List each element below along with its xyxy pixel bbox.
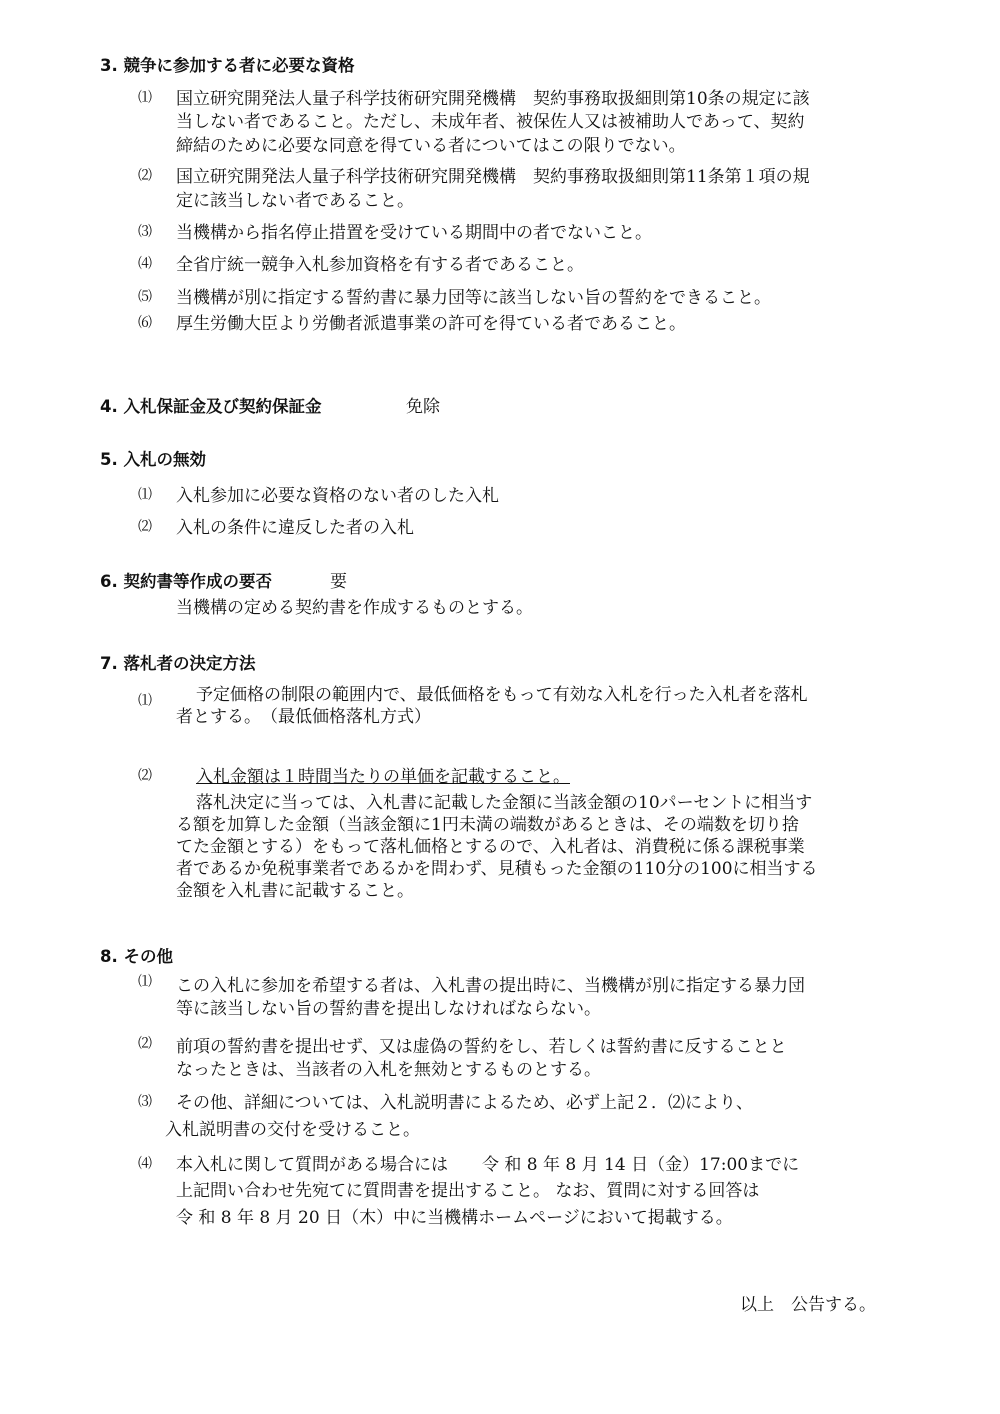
list-item-line: 者とする。 （最低価格落札方式） xyxy=(176,707,431,727)
item-number: ⑷ xyxy=(138,1156,152,1172)
list-item-line: 入札の条件に違反した者の入札 xyxy=(176,518,414,538)
item-number: ⑵ xyxy=(138,1036,152,1052)
section-7-heading: 7. 落札者の決定方法 xyxy=(100,654,256,673)
list-item-line: 厚生労働大臣より労働者派遣事業の許可を得ている者であること。 xyxy=(176,314,686,334)
item-number: ⑴ xyxy=(138,974,152,990)
list-item-line: この入札に参加を希望する者は、入札書の提出時に、当機構が別に指定する暴力団 xyxy=(176,976,805,996)
list-item-line: 当しない者であること。ただし、未成年者、被保佐人又は被補助人であって、契約 xyxy=(176,112,805,132)
section-3-heading: 3. 競争に参加する者に必要な資格 xyxy=(100,56,355,75)
list-item-line: 当機構が別に指定する誓約書に暴力団等に該当しない旨の誓約をできること。 xyxy=(176,288,771,308)
list-item-line: 等に該当しない旨の誓約書を提出しなければならない。 xyxy=(176,999,601,1019)
list-item-line: 前項の誓約書を提出せず、又は虚偽の誓約をし、若しくは誓約書に反することと xyxy=(176,1037,787,1057)
item-number: ⑵ xyxy=(138,768,152,784)
list-item-line: 上記問い合わせ先宛てに質問書を提出すること。 なお、質問に対する回答は xyxy=(176,1181,760,1201)
list-item-line: 全省庁統一競争入札参加資格を有する者であること。 xyxy=(176,255,584,275)
closing-text: 以上 公告する。 xyxy=(740,1295,876,1315)
list-item-line: てた金額とする）をもって落札価格とするので、入札者は、消費税に係る課税事業 xyxy=(176,837,805,857)
list-item-line: 者であるか免税事業者であるかを問わず、見積もった金額の110分の100に相当する xyxy=(176,859,818,879)
list-item-line: その他、詳細については、入札説明書によるため、必ず上記２．⑵により、 xyxy=(176,1093,753,1113)
section-4-heading: 4. 入札保証金及び契約保証金 xyxy=(100,397,322,416)
list-item-line: 締結のために必要な同意を得ている者についてはこの限りでない。 xyxy=(176,136,686,156)
list-item-line: 定に該当しない者であること。 xyxy=(176,191,414,211)
section-6-heading: 6. 契約書等作成の要否 xyxy=(100,572,272,591)
item-number: ⑷ xyxy=(138,256,152,272)
list-item-line: 落札決定に当っては、入札書に記載した金額に当該金額の10パーセントに相当す xyxy=(196,793,813,813)
list-item-line: 国立研究開発法人量子科学技術研究開発機構 契約事務取扱細則第11条第１項の規 xyxy=(176,167,810,187)
list-item-line: 当機構から指名停止措置を受けている期間中の者でないこと。 xyxy=(176,223,652,243)
list-item-line: 入札参加に必要な資格のない者のした入札 xyxy=(176,486,499,506)
item-number: ⑵ xyxy=(138,519,152,535)
item-number: ⑵ xyxy=(138,168,152,184)
list-item-line: なったときは、当該者の入札を無効とするものとする。 xyxy=(176,1060,601,1080)
item-number: ⑶ xyxy=(138,224,152,240)
underlined-note: 入札金額は１時間当たりの単価を記載すること。 xyxy=(196,767,570,787)
section-6-value: 要 xyxy=(330,572,347,592)
list-item-line: 金額を入札書に記載すること。 xyxy=(176,881,414,901)
item-number: ⑹ xyxy=(138,315,152,331)
section-4-value: 免除 xyxy=(406,397,440,417)
item-number: ⑶ xyxy=(138,1094,152,1110)
list-item-line: 令 和 8 年 8 月 20 日（木）中に当機構ホームページにおいて掲載する。 xyxy=(176,1208,733,1228)
item-number: ⑸ xyxy=(138,289,152,305)
section-5-heading: 5. 入札の無効 xyxy=(100,450,206,469)
section-6-text: 当機構の定める契約書を作成するものとする。 xyxy=(176,598,533,618)
list-item-line: 国立研究開発法人量子科学技術研究開発機構 契約事務取扱細則第10条の規定に該 xyxy=(176,89,810,109)
list-item-line: 入札説明書の交付を受けること。 xyxy=(165,1120,420,1140)
list-item-line: る額を加算した金額（当該金額に1円未満の端数があるときは、その端数を切り捨 xyxy=(176,815,799,835)
item-number: ⑴ xyxy=(138,90,152,106)
item-number: ⑴ xyxy=(138,487,152,503)
list-item-line: 本入札に関して質問がある場合には 令 和 8 年 8 月 14 日（金）17:00までに xyxy=(176,1155,800,1175)
item-number: ⑴ xyxy=(138,693,152,709)
list-item-line: 予定価格の制限の範囲内で、最低価格をもって有効な入札を行った入札者を落札 xyxy=(196,685,808,705)
section-8-heading: 8. その他 xyxy=(100,947,173,966)
